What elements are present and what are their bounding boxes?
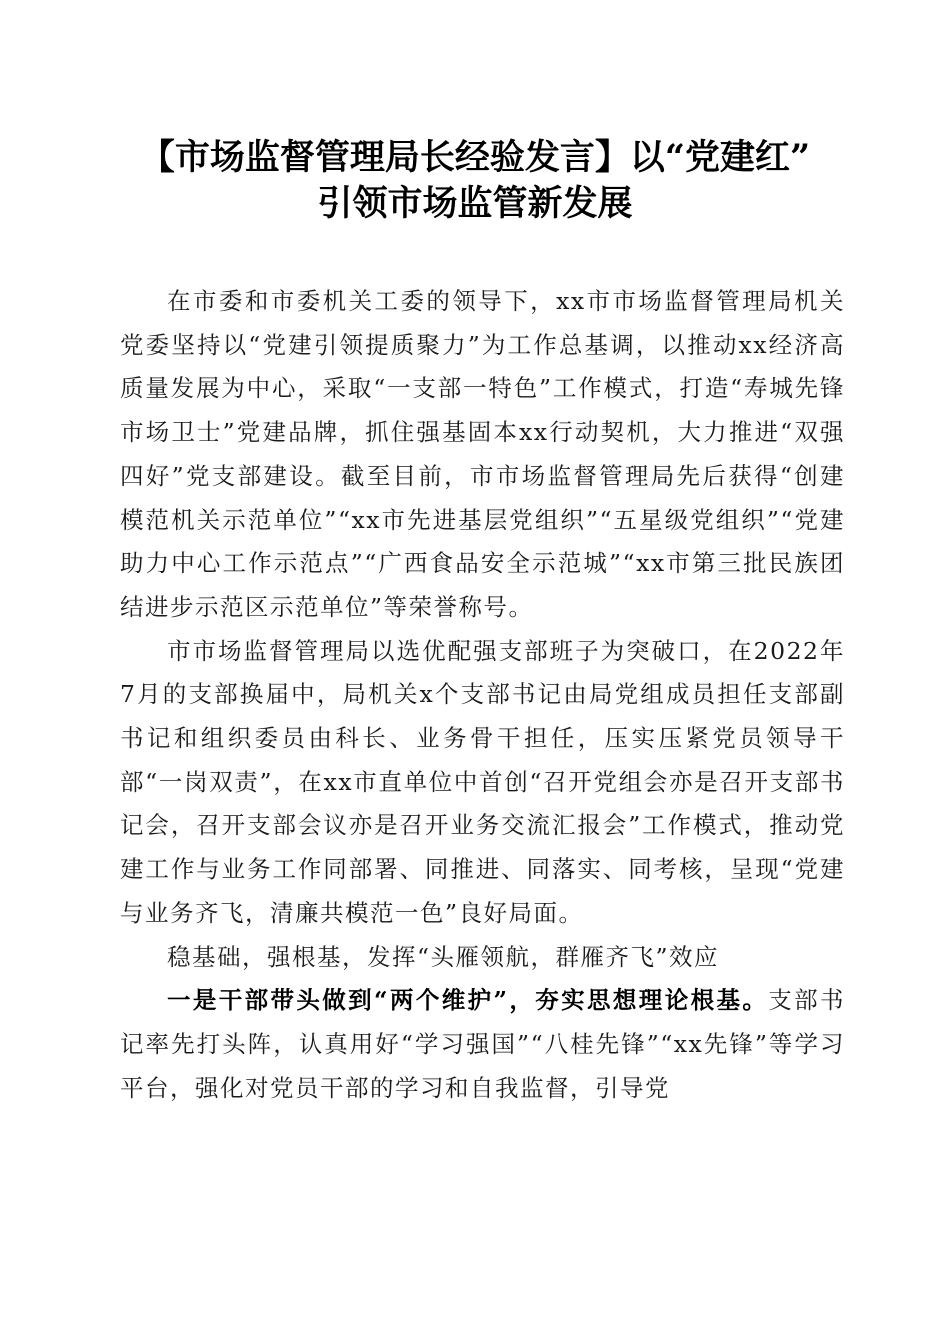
document-title-line-1: 【市场监督管理局长经验发言】以“党建红”: [139, 137, 811, 178]
paragraph-section-heading: 稳基础，强根基，发挥“头雁领航，群雁齐飞”效应: [167, 942, 720, 971]
paragraph-intro: 在市委和市委机关工委的领导下，xx市市场监督管理局机关党委坚持以“党建引领提质聚力”为工作总基调，以推动xx经济高质量发展为中心，采取“一支部一特色”工作模式，打造“寿城先锋市场卫士”党建品牌，抓住强基固本xx行动契机，大力推进“双强四好”党支部建设。截至目前，市市场监督管理局先后获得“创建模范机关示范单位”“xx市先进基层党组织”“五星级党组织”“党建助力中心工作示范点”“广西食品安全示范城”“xx市第三批民族团结进步示范区示范单位”等荣誉称号。: [120, 287, 845, 621]
document-title-line-2: 引领市场监管新发展: [317, 183, 633, 224]
paragraph-point-one: [120, 979, 845, 1110]
point-one-lead: 一是干部带头做到“两个维护”，夯实思想理论根基。: [167, 986, 769, 1015]
document-body: [120, 280, 845, 1110]
paragraph-branch-election: 市市场监督管理局以选优配强支部班子为突破口，在2022年7月的支部换届中，局机关x个支部书记由局党组成员担任支部副书记和组织委员由科长、业务骨干担任，压实压紧党员领导干部“一岗双责”，在xx市直单位中首创“召开党组会亦是召开支部书记会，召开支部会议亦是召开业务交流汇报会”工作模式，推动党建工作与业务工作同部署、同推进、同落实、同考核，呈现“党建与业务齐飞，清廉共模范一色”良好局面。: [120, 636, 845, 927]
point-one-text: 支部书记率先打头阵，认真用好“学习强国”“八桂先锋”“xx先锋”等学习平台，强化对党员干部的学习和自我监督，引导党: [120, 986, 845, 1102]
